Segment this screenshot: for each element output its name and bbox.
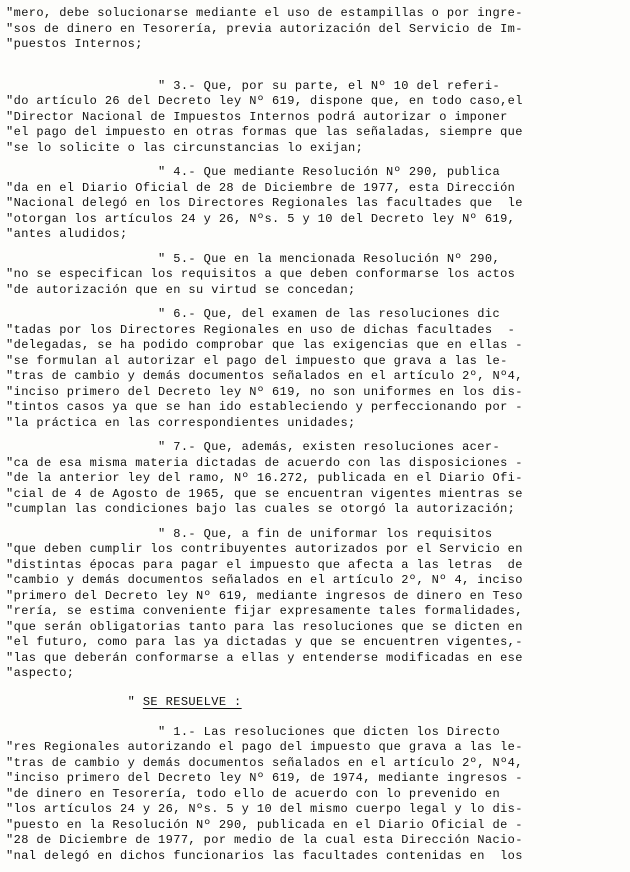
text-line: " 3.- Que, por su parte, el Nº 10 del referi-	[6, 78, 501, 93]
text-line: "Director Nacional de Impuestos Internos podrá autorizar o imponer	[6, 109, 508, 124]
text-line: "cambio y demás documentos señalados en el artículo 2º, Nº 4, inciso	[6, 573, 523, 587]
text-line: "tadas por los Directores Regionales en uso de dichas facultades -	[6, 322, 516, 337]
text-line: "se formulan al autorizar el pago del impuesto que grava a las le-	[6, 353, 508, 368]
text-line: "tras de cambio y demás documentos señalados en el artículo 2º, Nº4,	[6, 369, 523, 383]
text-line: "no se especifican los requisitos a que deben conformarse los actos	[6, 267, 516, 281]
paragraph	[6, 165, 624, 243]
text-line: "Nacional delegó en los Directores Regionales las facultades que le	[6, 196, 523, 210]
paragraph	[6, 252, 624, 299]
text-line: "da en el Diario Oficial de 28 de Diciembre de 1977, esta Dirección	[6, 180, 516, 195]
text-line: " 8.- Que, a fin de uniformar los requisitos	[6, 526, 493, 541]
text-line: "que deben cumplir los contribuyentes autorizados por el Servicio en	[6, 542, 523, 556]
heading-text: SE RESUELVE :	[142, 694, 242, 709]
text-line: "mero, debe solucionarse mediante el uso de estampillas o por ingre-	[6, 6, 523, 20]
text-line: "tintos casos ya que se han ido estableciendo y perfeccionando por -	[6, 400, 523, 414]
text-line: " 4.- Que mediante Resolución Nº 290, publica	[6, 165, 501, 179]
heading-prefix: "	[6, 694, 143, 709]
text-line: "se lo solicite o las circunstancias lo exijan;	[6, 140, 364, 155]
text-line: "que serán obligatorias tanto para las resoluciones que se dicten en	[6, 619, 523, 634]
text-line: "otorgan los artículos 24 y 26, Nºs. 5 y 10 del Decreto ley Nº 619,	[6, 211, 516, 226]
text-line: "delegadas, se ha podido comprobar que las exigencias que en ellas -	[6, 338, 523, 352]
paragraph	[6, 440, 624, 518]
text-line: "do artículo 26 del Decreto ley Nº 619, dispone que, en todo caso,el	[6, 94, 523, 108]
text-line: "tras de cambio y demás documentos señalados en el artículo 2º, Nº4,	[6, 755, 523, 770]
text-line: "rería, se estima conveniente fijar expresamente tales formalidades,	[6, 604, 523, 618]
text-line: "aspecto;	[6, 666, 75, 680]
text-line: "res Regionales autorizando el pago del impuesto que grava a las le-	[6, 740, 523, 754]
text-line: "de la anterior ley del ramo, Nº 16.272, publicada en el Diario Ofi-	[6, 471, 523, 485]
text-line: "sos de dinero en Tesorería, previa autorización del Servicio de Im-	[6, 21, 523, 36]
text-line: "de autorización que en su virtud se concedan;	[6, 282, 356, 297]
text-line: "cumplan las condiciones bajo las cuales se otorgó la autorización;	[6, 502, 516, 516]
text-line: "primero del Decreto ley Nº 619, mediante ingresos de dinero en Teso	[6, 588, 523, 603]
resolution-paragraph	[6, 725, 624, 865]
paragraph	[6, 527, 624, 682]
paragraph	[6, 307, 624, 431]
text-line: "el futuro, como para las ya dictadas y que se encuentren vigentes,-	[6, 635, 523, 649]
text-line: "puesto en la Resolución Nº 290, publicada en el Diario Oficial de -	[6, 817, 523, 832]
text-line: "inciso primero del Decreto ley Nº 619, no son uniformes en los dis-	[6, 384, 523, 399]
text-line: "ca de esa misma materia dictadas de acuerdo con las disposiciones -	[6, 455, 523, 470]
text-line: "los artículos 24 y 26, Nºs. 5 y 10 del mismo cuerpo legal y lo dis-	[6, 802, 523, 816]
text-line: "nal delegó en dichos funcionarios las facultades contenidas en los	[6, 848, 523, 863]
text-line: "inciso primero del Decreto ley Nº 619, de 1974, mediante ingresos -	[6, 771, 523, 785]
text-line: " 6.- Que, del examen de las resoluciones dic	[6, 307, 501, 321]
paragraph	[6, 6, 624, 53]
text-line: " 7.- Que, además, existen resoluciones acer-	[6, 440, 501, 454]
paragraph	[6, 79, 624, 157]
text-line: "puestos Internos;	[6, 37, 143, 51]
text-line: "cial de 4 de Agosto de 1965, que se encuentran vigentes mientras se	[6, 486, 523, 501]
text-line: "antes aludidos;	[6, 227, 128, 241]
text-line: " 1.- Las resoluciones que dicten los Directo	[6, 724, 501, 739]
text-line: "distintas épocas para pagar el impuesto que afecta a las letras de	[6, 557, 523, 572]
text-line: "el pago del impuesto en otras formas que las señaladas, siempre que	[6, 125, 523, 139]
text-line: "de dinero en Tesorería, todo ello de acuerdo con lo prevenido en	[6, 786, 501, 801]
resolution-heading	[6, 691, 624, 713]
text-line: "28 de Diciembre de 1977, por medio de la cual esta Dirección Nacio-	[6, 833, 523, 847]
considerations-section	[6, 6, 624, 682]
text-line: "la práctica en las correspondientes unidades;	[6, 415, 356, 430]
text-line: "las que deberán conformarse a ellas y entenderse modificadas en ese	[6, 650, 523, 665]
text-line: " 5.- Que en la mencionada Resolución Nº 290,	[6, 251, 501, 266]
